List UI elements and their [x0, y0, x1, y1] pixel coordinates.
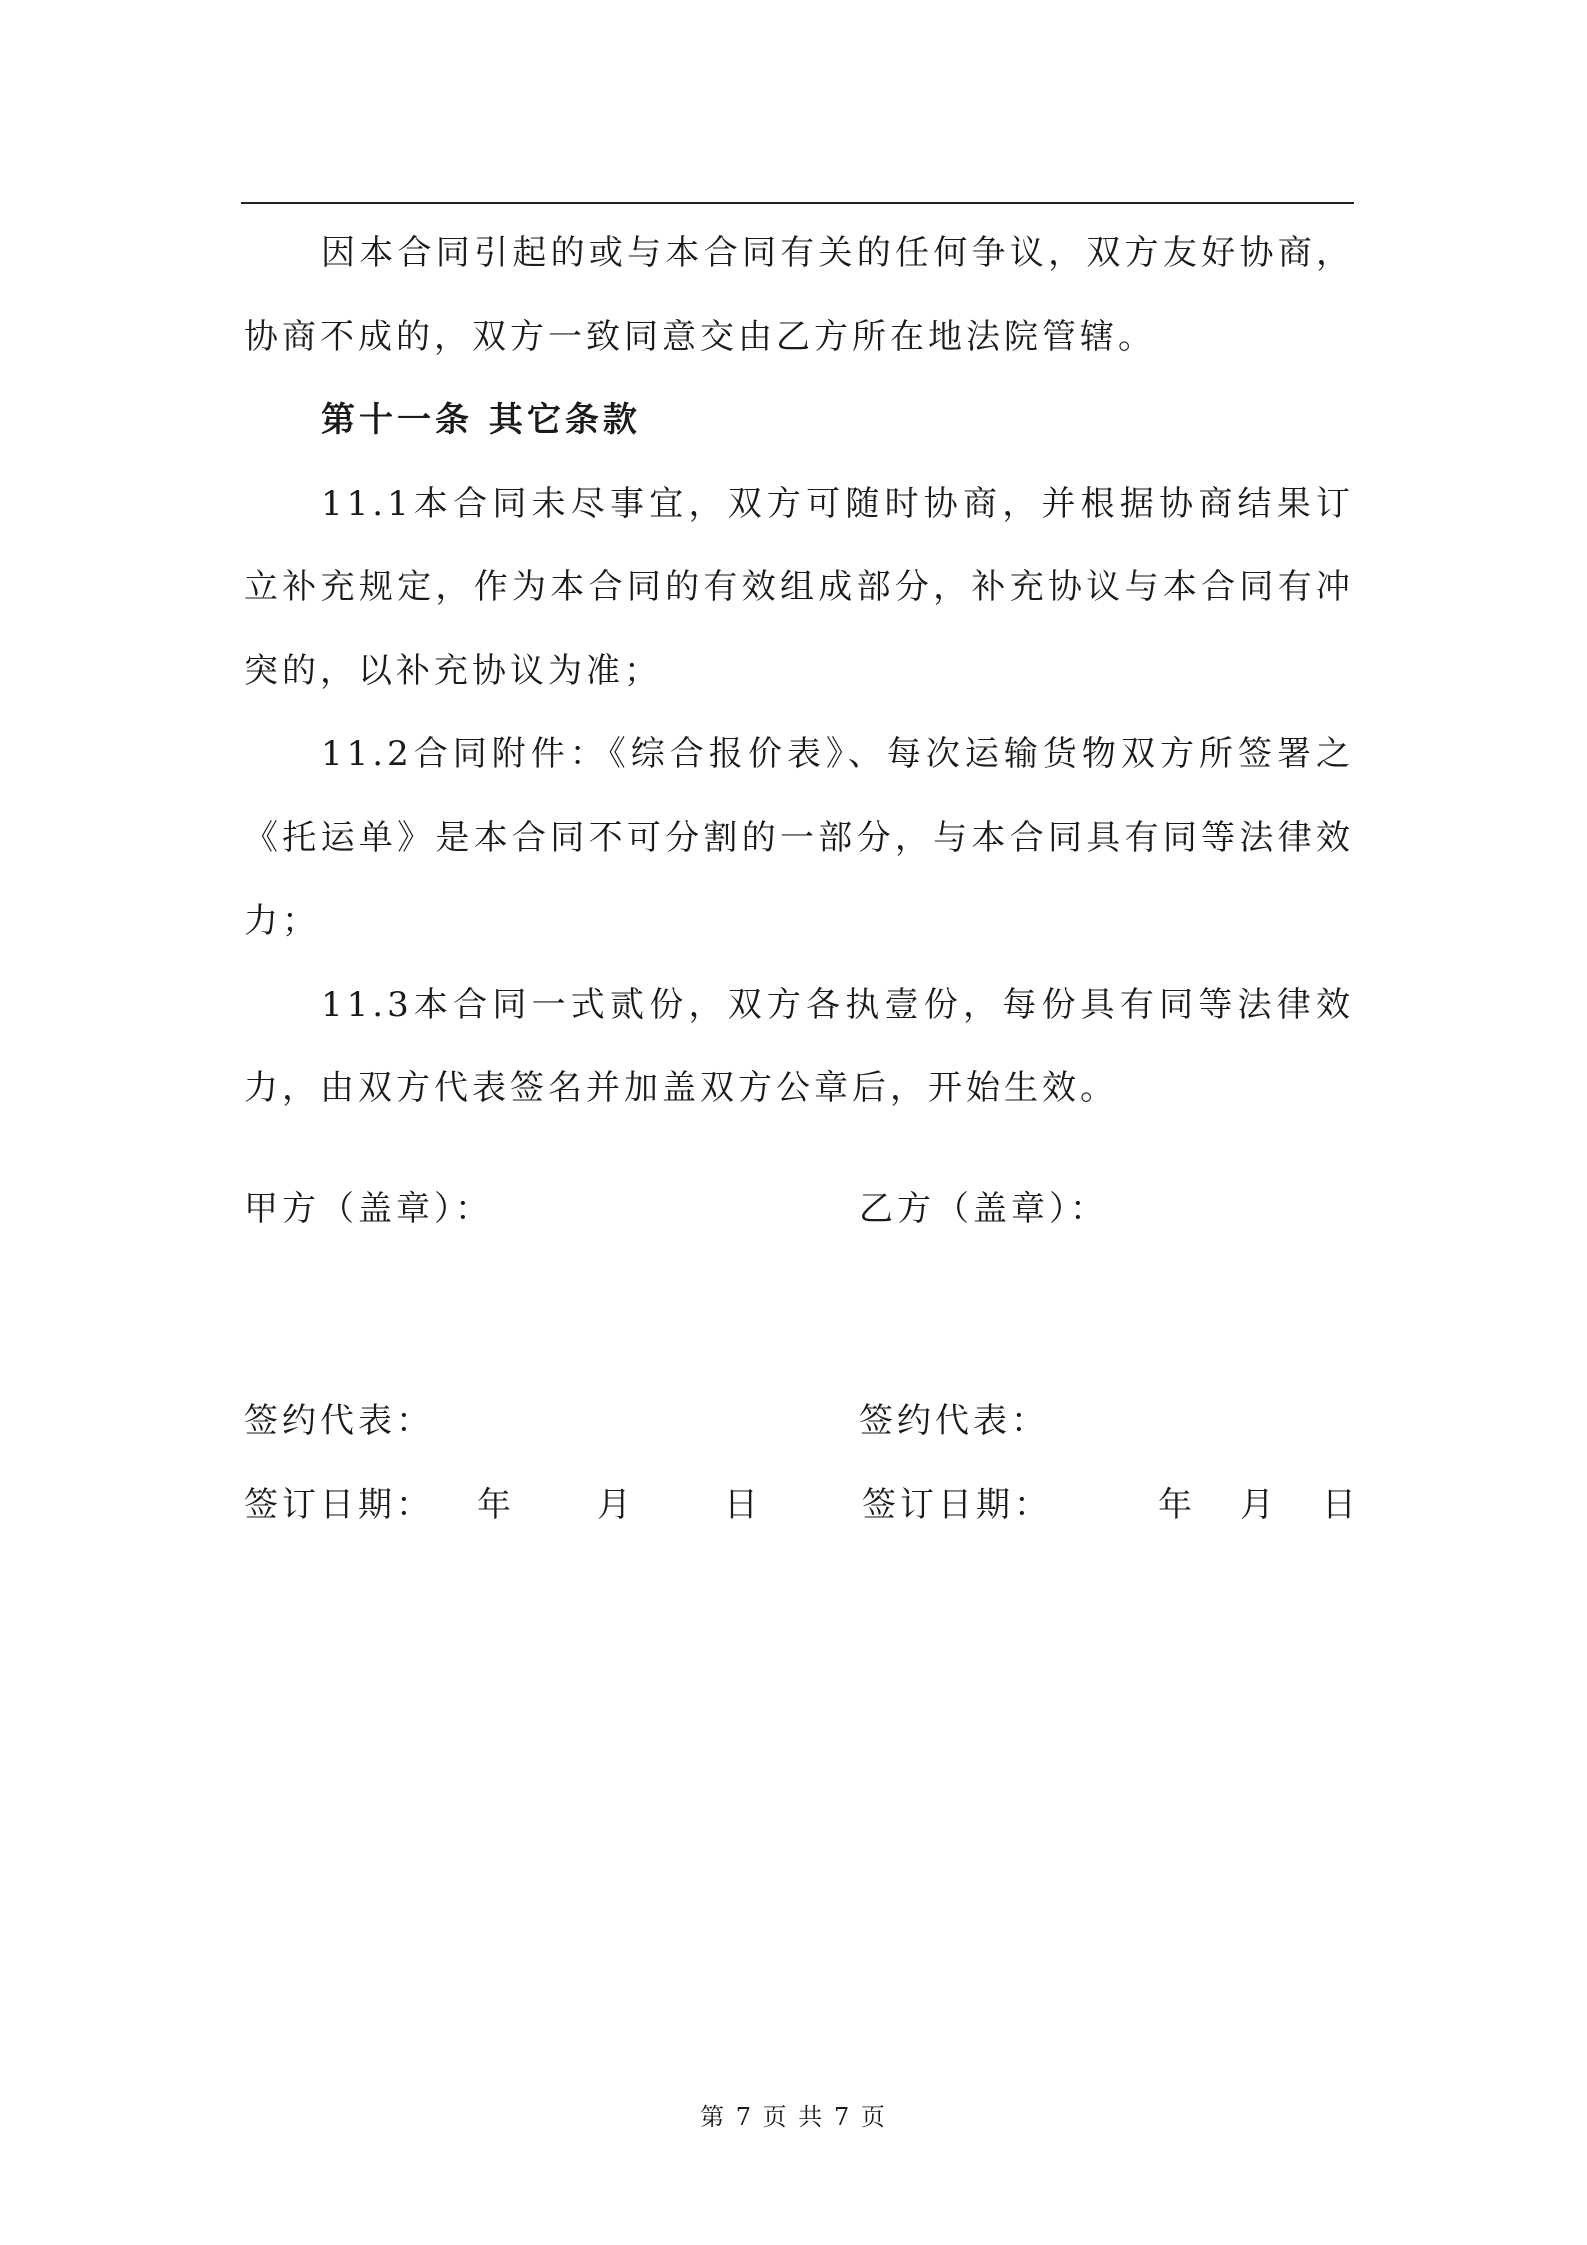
clause-11-2: 11.2合同附件：《综合报价表》、每次运输货物双方所签署之《托运单》是本合同不可分割的一部分，与本合同具有同等法律效力； [244, 734, 1354, 941]
party-b-date-row [862, 1480, 1360, 1530]
party-a-rep-label: 签约代表： [244, 1401, 434, 1441]
header-rule [241, 202, 1354, 204]
party-b-date-day: 日 [1322, 1485, 1360, 1525]
section-title: 第十一条 其它条款 [321, 400, 641, 440]
party-a-date-day: 日 [724, 1485, 762, 1525]
clause-11-3: 11.3本合同一式贰份，双方各执壹份，每份具有同等法律效力，由双方代表签名并加盖双方公章后，开始生效。 [244, 984, 1354, 1108]
party-b-date-label: 签订日期： [862, 1485, 1052, 1525]
party-a-date-row [244, 1480, 764, 1530]
contract-body [244, 212, 1354, 1131]
page-number: 第 7 页 共 7 页 [700, 2103, 887, 2131]
party-a-date-label: 签订日期： [244, 1485, 434, 1525]
party-a-date-year: 年 [477, 1485, 515, 1525]
party-b-date-year: 年 [1158, 1485, 1196, 1525]
dispute-paragraph: 因本合同引起的或与本合同有关的任何争议，双方友好协商，协商不成的，双方一致同意交由乙方所在地法院管辖。 [244, 233, 1354, 357]
party-a-date-month: 月 [597, 1485, 635, 1525]
party-a-seal-label: 甲方（盖章）： [244, 1189, 493, 1229]
clause-11-1: 11.1本合同未尽事宜，双方可随时协商，并根据协商结果订立补充规定，作为本合同的有效组成部分，补充协议与本合同有冲突的，以补充协议为准； [244, 483, 1354, 691]
party-b-seal-label: 乙方（盖章）： [859, 1189, 1108, 1229]
party-b-rep-label: 签约代表： [859, 1401, 1049, 1441]
party-b-date-month: 月 [1240, 1485, 1278, 1525]
